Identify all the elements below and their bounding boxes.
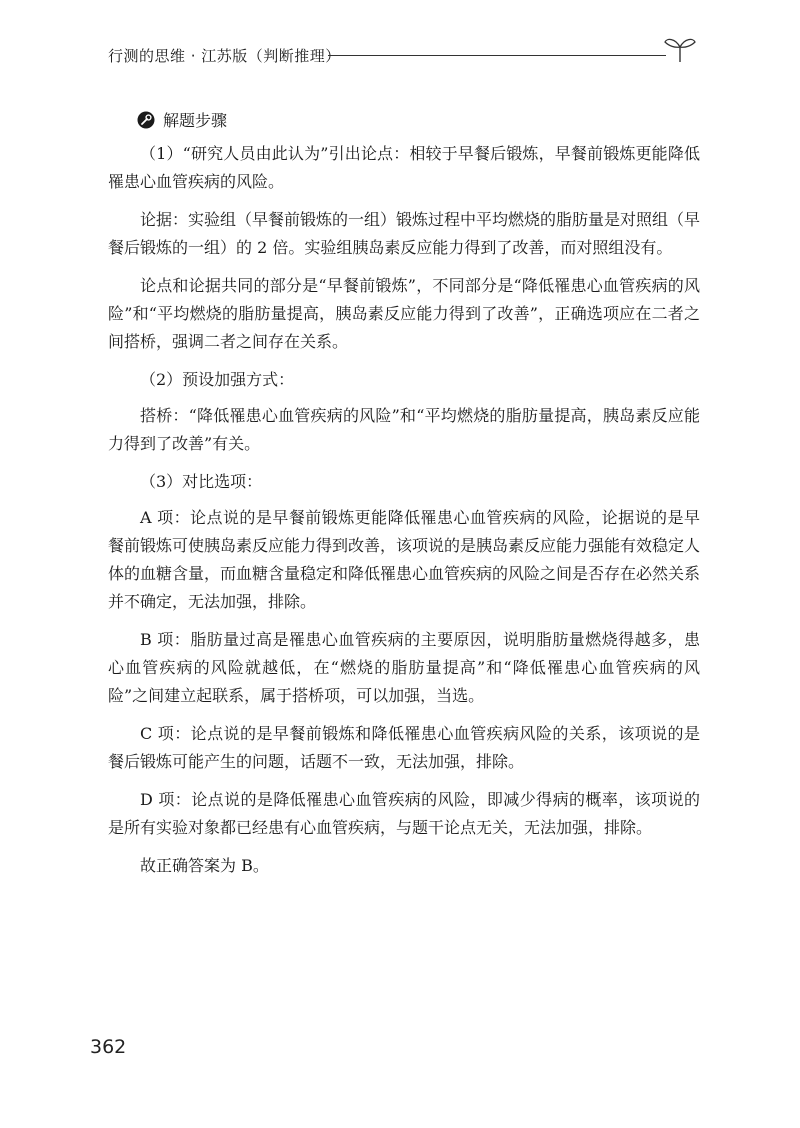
paragraph-option-a: A 项：论点说的是早餐前锻炼更能降低罹患心血管疾病的风险，论据说的是早餐前锻炼可使胰岛素反应能力得到改善，该项说的是胰岛素反应能力强能有效稳定人体的血糖含量，而血糖含量稳定和降低罹患心血管疾病的风险之间是否存在必然关系并不确定，无法加强，排除。 [108, 508, 701, 611]
section-title: 解题步骤 [163, 111, 228, 130]
paragraph-step-3: （3）对比选项： [140, 472, 263, 491]
section-heading [137, 108, 227, 131]
paragraph-option-d: D 项：论点说的是降低罹患心血管疾病的风险，即减少得病的概率，该项说的是所有实验对象都已经患有心血管疾病，与题干论点无关，无法加强，排除。 [108, 790, 700, 837]
header-rule [328, 55, 666, 56]
paragraph-evidence: 论据：实验组（早餐前锻炼的一组）锻炼过程中平均燃烧的脂肪量是对照组（早餐后锻炼的一组）的 2 倍。实验组胰岛素反应能力得到了改善，而对照组没有。 [108, 210, 701, 257]
running-header [108, 40, 708, 70]
paragraph-step-2: （2）预设加强方式： [140, 370, 295, 389]
paragraph-option-b: B 项：脂肪量过高是罹患心血管疾病的主要原因，说明脂肪量燃烧得越多，患心血管疾病的风险就越低，在“燃烧的脂肪量提高”和“降低罹患心血管疾病的风险”之间建立起联系，属于搭桥项，可以加强，当选。 [108, 630, 700, 705]
paragraph-answer: 故正确答案为 B。 [140, 856, 269, 875]
paragraph-analysis: 论点和论据共同的部分是“早餐前锻炼”，不同部分是“降低罹患心血管疾病的风险”和“平均燃烧的脂肪量提高，胰岛素反应能力得到了改善”，正确选项应在二者之间搭桥，强调二者之间存在关系。 [108, 276, 700, 351]
paragraph-bridge: 搭桥：“降低罹患心血管疾病的风险”和“平均燃烧的脂肪量提高，胰岛素反应能力得到了改善”有关。 [108, 406, 700, 453]
header-title: 行测的思维 · 江苏版（判断推理） [108, 47, 341, 65]
solution-body [108, 140, 700, 890]
paragraph-point: （1）“研究人员由此认为”引出论点：相较于早餐后锻炼，早餐前锻炼更能降低罹患心血管疾病的风险。 [108, 144, 700, 191]
wrench-badge-icon [137, 111, 155, 129]
paragraph-option-c: C 项：论点说的是早餐前锻炼和降低罹患心血管疾病风险的关系，该项说的是餐后锻炼可能产生的问题，话题不一致，无法加强，排除。 [108, 724, 700, 771]
sprout-icon [663, 34, 697, 64]
page-number: 362 [90, 1036, 127, 1058]
